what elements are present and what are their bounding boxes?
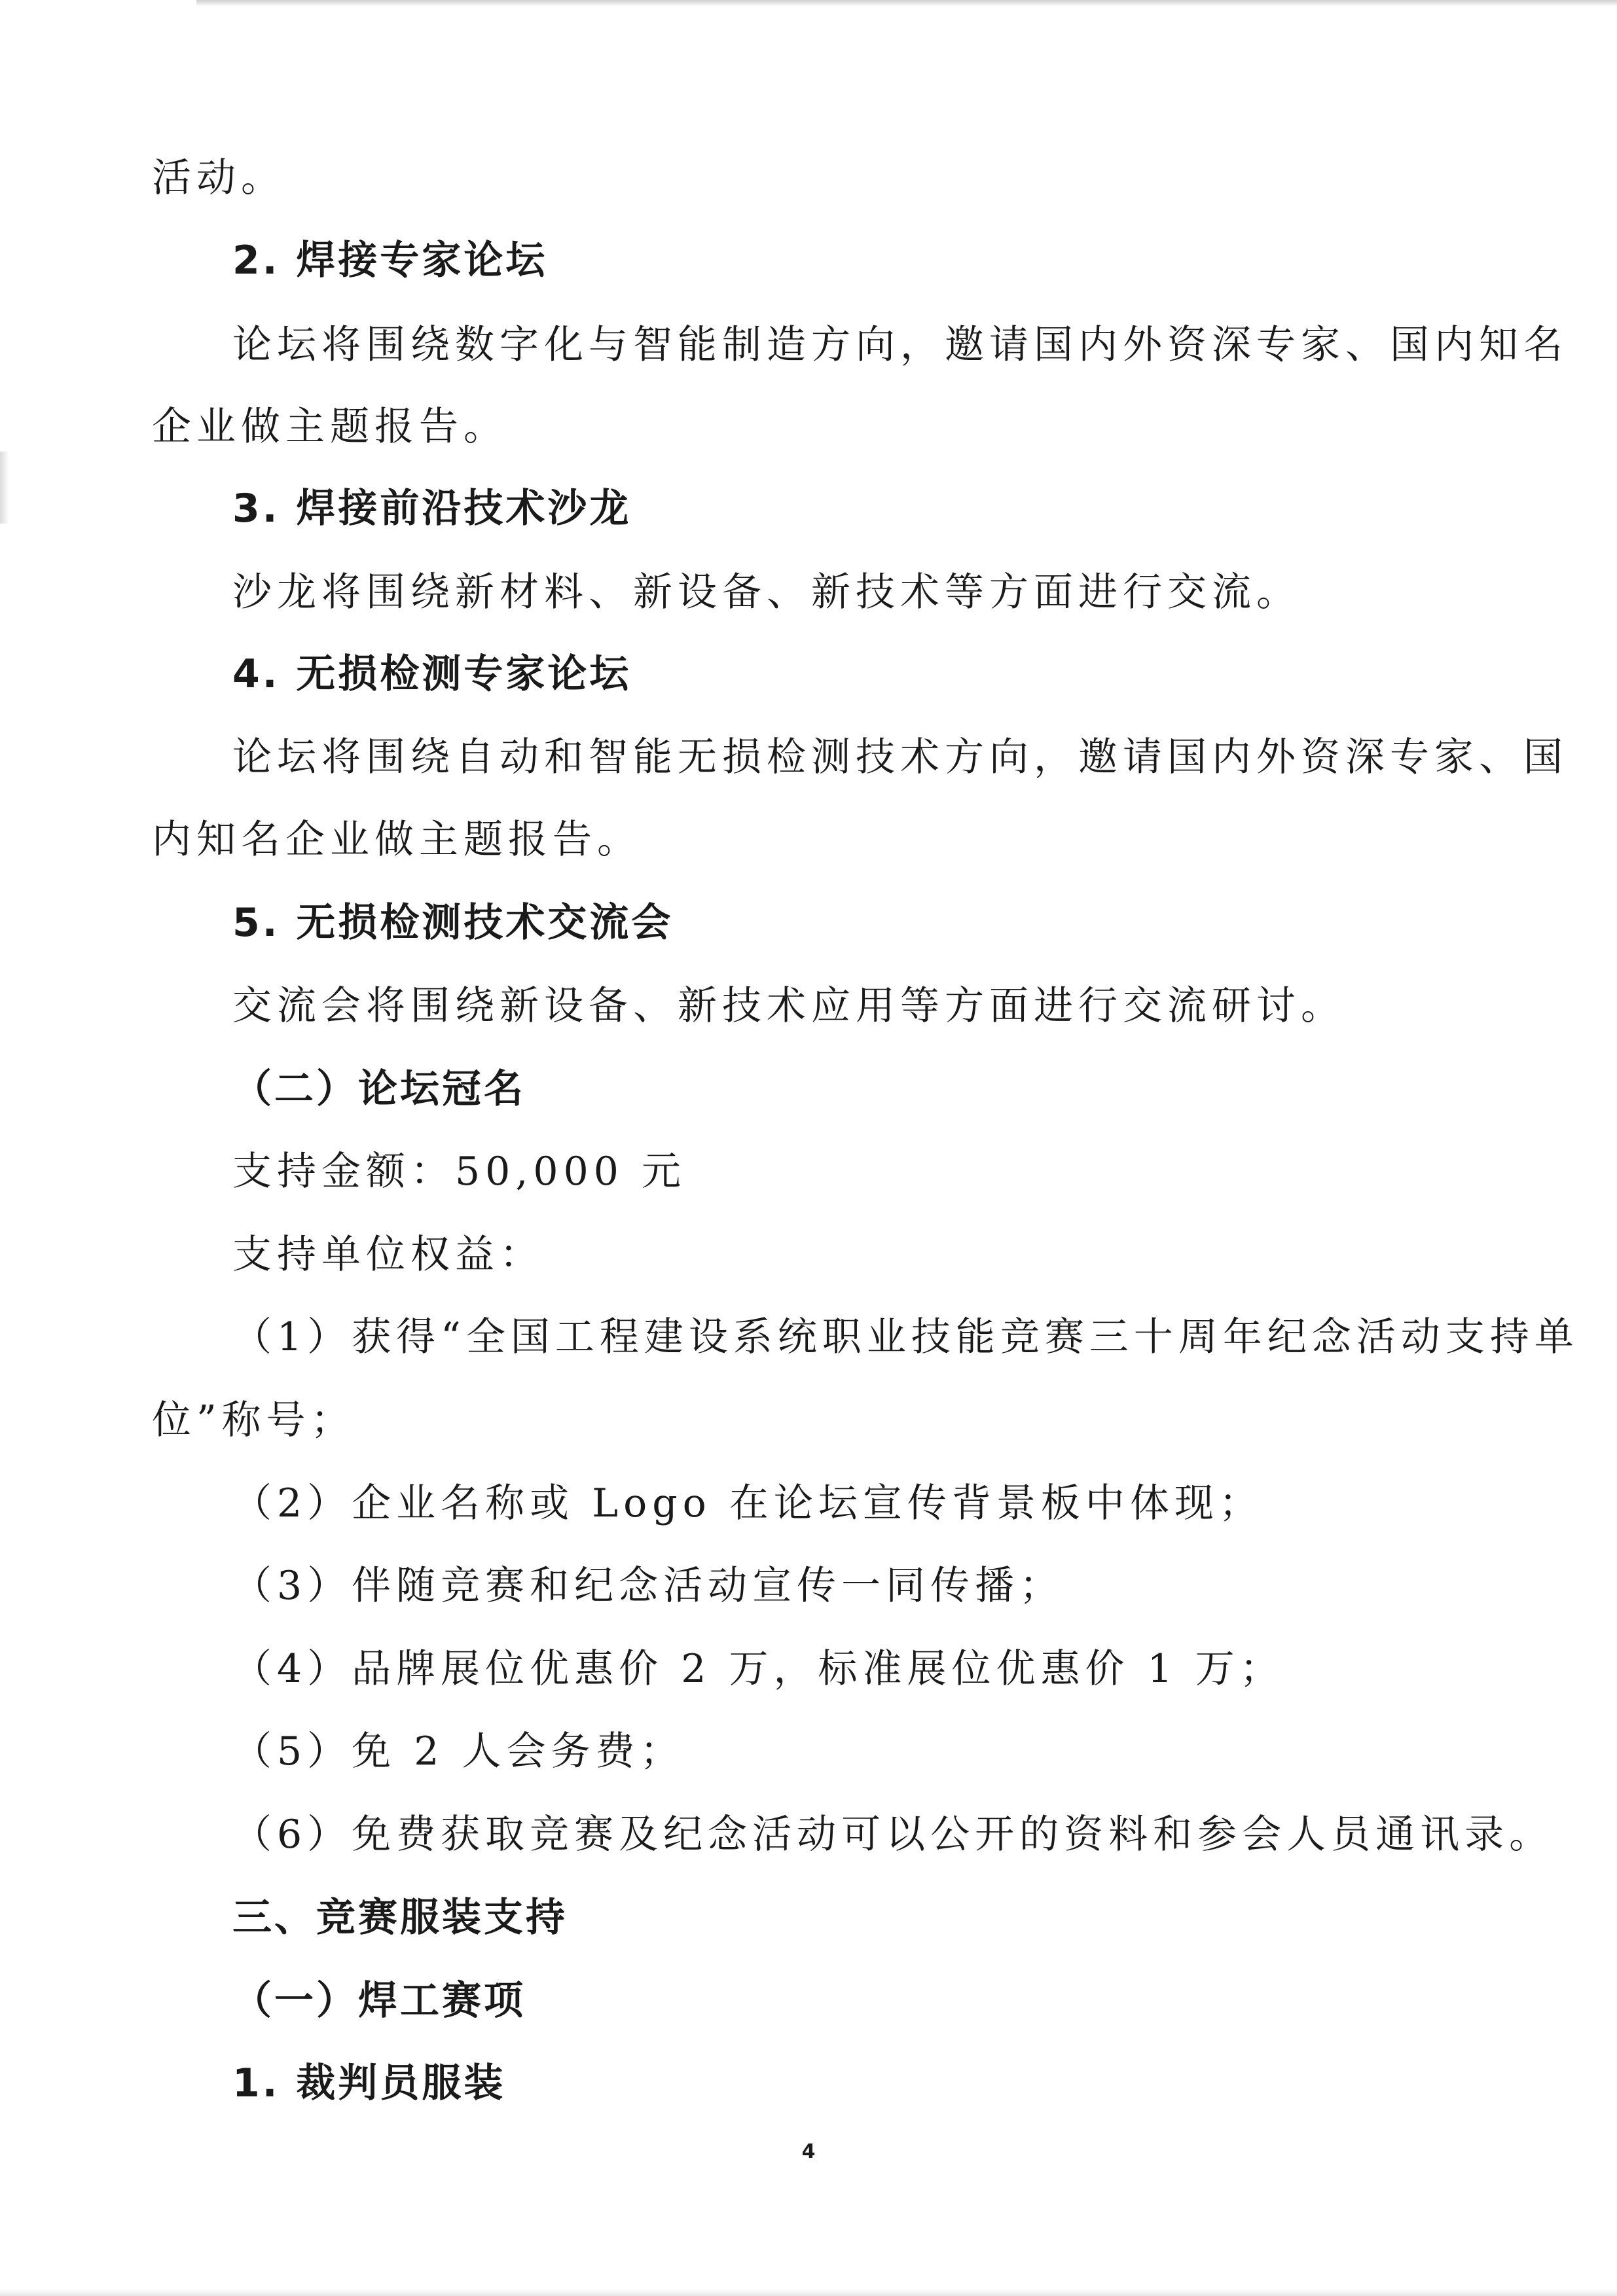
subheading-welding-salon: 3. 焊接前沿技术沙龙 [232, 486, 632, 531]
paragraph-line: 论坛将围绕自动和智能无损检测技术方向，邀请国内外资深专家、国 [232, 734, 1568, 780]
benefit-item: （1）获得“全国工程建设系统职业技能竞赛三十周年纪念活动支持单 [232, 1314, 1579, 1360]
subheading-referee-uniform: 1. 裁判员服装 [232, 2060, 506, 2106]
section-heading-welder-event: （一）焊工赛项 [232, 1978, 526, 2024]
paragraph-line: 内知名企业做主题报告。 [152, 817, 642, 863]
scan-edge-bottom [0, 2289, 1617, 2296]
subheading-ndt-forum: 4. 无损检测专家论坛 [232, 651, 632, 697]
benefit-item: （6）免费获取竞赛及纪念活动可以公开的资料和参会人员通讯录。 [232, 1812, 1554, 1857]
scan-edge-left [0, 452, 9, 524]
section-heading-forum-naming: （二）论坛冠名 [232, 1066, 526, 1112]
benefit-item: （3）伴随竞赛和纪念活动宣传一同传播； [232, 1563, 1064, 1609]
subheading-ndt-exchange: 5. 无损检测技术交流会 [232, 900, 674, 946]
paragraph-line: 企业做主题报告。 [152, 404, 508, 450]
scan-edge-top [196, 0, 1617, 7]
benefit-item-continuation: 位”称号； [152, 1397, 355, 1443]
benefit-item: （4）品牌展位优惠价 2 万，标准展位优惠价 1 万； [232, 1646, 1284, 1692]
chapter-heading-uniform-support: 三、竞赛服装支持 [232, 1895, 568, 1941]
paragraph-line: 交流会将围绕新设备、新技术应用等方面进行交流研讨。 [232, 983, 1345, 1029]
subheading-welding-forum: 2. 焊接专家论坛 [232, 238, 548, 283]
support-amount: 支持金额：50,000 元 [232, 1149, 687, 1194]
paragraph-line: 沙龙将围绕新材料、新设备、新技术等方面进行交流。 [232, 569, 1301, 615]
benefit-item: （5）免 2 人会务费； [232, 1729, 685, 1774]
paragraph-continuation: 活动。 [152, 155, 285, 201]
paragraph-line: 论坛将围绕数字化与智能制造方向，邀请国内外资深专家、国内知名 [232, 322, 1568, 368]
benefits-label: 支持单位权益： [232, 1232, 544, 1278]
page-number: 4 [801, 2140, 816, 2163]
benefit-item: （2）企业名称或 Logo 在论坛宣传背景板中体现； [232, 1480, 1263, 1526]
